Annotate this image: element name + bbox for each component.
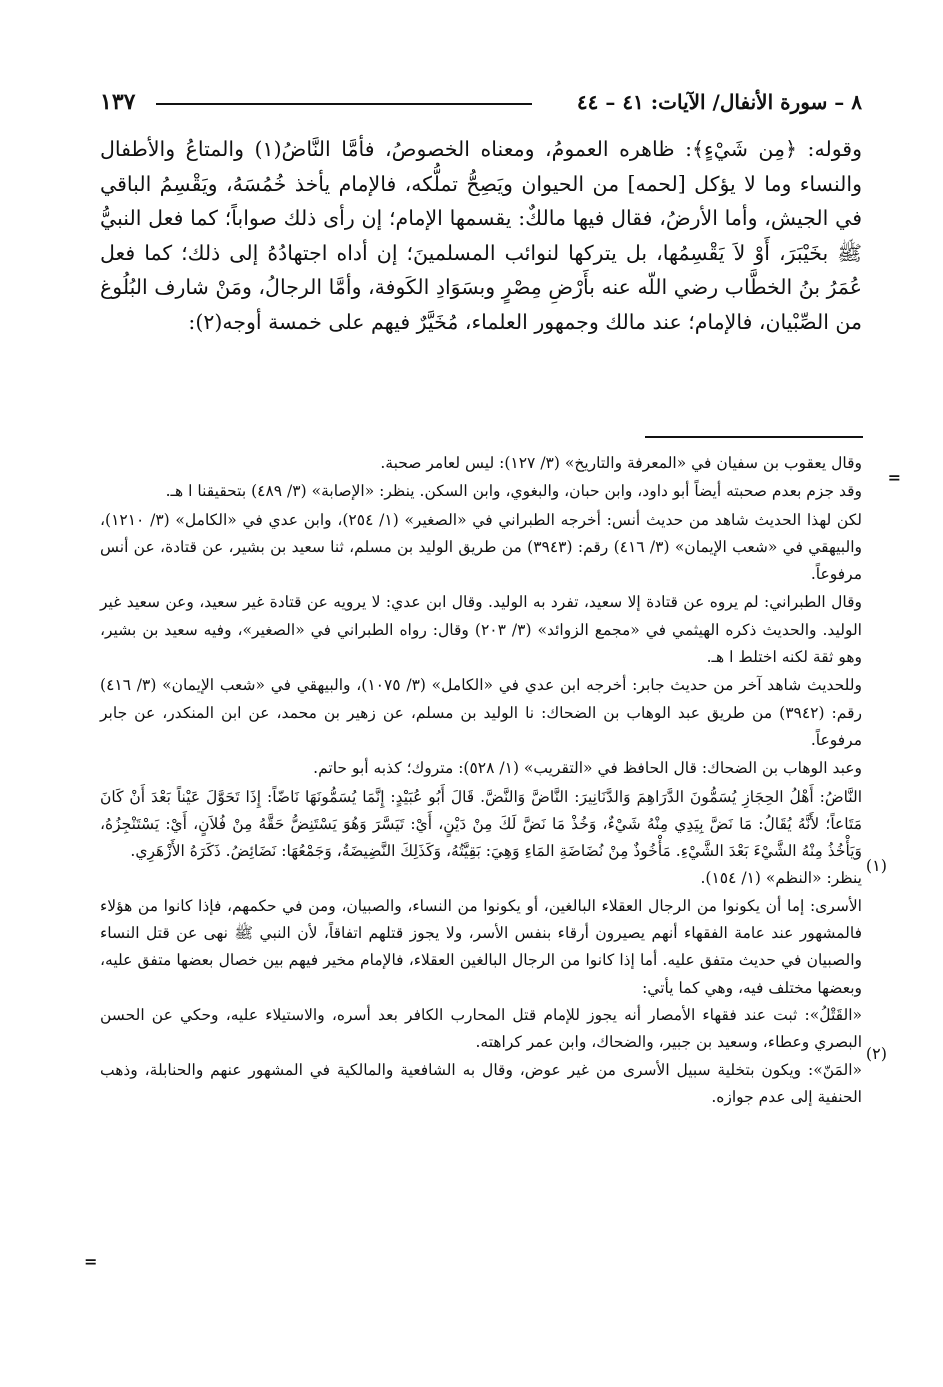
continuation-mark-top: = (887, 468, 901, 487)
footnote-paragraph: وقد جزم بعدم صحبته أيضاً أبو داود، وابن حبان، والبغوي، وابن السكن. ينظر: «الإصابة» (٣/ ٤٨٩) بتحقيقنا ا هـ. (165, 482, 862, 501)
footnotes (100, 450, 862, 1111)
footnote-continuation (100, 450, 862, 783)
continuation-mark-bottom: = (84, 1252, 98, 1271)
running-header (100, 82, 862, 122)
header-title: ٨ – سورة الأنفال/ الآيات: ٤١ – ٤٤ (576, 90, 862, 114)
footnote-paragraph: وللحديث شاهد آخر من حديث جابر: أخرجه ابن عدي في «الكامل» (٣/ ١٠٧٥)، والبيهقي في «شعب الإيمان» (٣/ ٤١٦) رقم: (٣٩٤٢) من طريق عبد الوهاب بن الضحاك: نا الوليد بن مسلم، عن زهير بن محمد، عن ابن المنكدر، عن جابر مرفوعاً. (100, 676, 863, 749)
footnote-paragraph: الأسرى: إما أن يكونوا من الرجال العقلاء البالغين، أو يكونوا من النساء، والصبيان، ومن في حكمهم، فإذا كانوا من هؤلاء فالمشهور عند عامة الفقهاء أنهم يصيرون أرقاء بنفس الأسر، ولا يجوز قتلهم اتفاقاً، لأن النبي ﷺ نهى عن قتل النساء والصبيان في حديث متفق عليه. أما إذا كانوا من الرجال البالغين العقلاء، فالإمام مخير فيهم بين خصال بعضها متفق عليه، وبعضها مختلف فيه، وهي كما يأتي: (100, 896, 862, 997)
footnote-1 (100, 784, 862, 893)
footnote-paragraph: النَّاضُ: أَهْلُ الحِجَازِ يُسَمُّونَ الدَّرَاهِمَ وَالدَّنَانِيرَ: النَّاضَّ وَالنَّضَّ. قَالَ أَبُو عُبَيْدٍ: إِنَّمَا يُسَمُّونَهَا نَاضّاً: إِذَا تَحَوَّلَ عَيْناً بَعْدَ أَنْ كَانَ مَتَاعاً؛ لأَنَّهُ يُقَالُ: مَا نَضَّ بِيَدِي مِنْهُ شَيْءٌ، وَخُذْ مَا نَضَّ لَكَ مِنْ دَيْنٍ، أَيْ: تَيَسَّرَ وَهُوَ يَسْتَنِضُّ حَقَّهُ مِنْ فُلاَنٍ، أَيْ: يَسْتَنْجِزُهُ، وَيَأْخُذُ مِنْهُ الشَّيْءَ بَعْدَ الشَّيْءِ. مَأْخُوذٌ مِنْ نُضَاضَةِ المَاءِ وَهِيَ: بَقِيَّتُهُ، وَكَذَلِكَ النَّضِيضَةُ، وَجَمْعُهَا: نَضَائِضُ. ذَكَرَهُ الأَزْهَرِي. (100, 787, 862, 861)
footnote-2 (100, 893, 862, 1111)
footnote-paragraph: وقال يعقوب بن سفيان في «المعرفة والتاريخ» (٣/ ١٢٧): ليس لعامر صحبة. (380, 454, 862, 472)
header-rule (156, 103, 532, 105)
footnote-paragraph: ينظر: «النظم» (١/ ١٥٤). (700, 869, 862, 888)
footnote-separator (645, 436, 863, 438)
footnote-2-number: (٢) (865, 1044, 887, 1063)
page-number: ١٣٧ (100, 89, 136, 115)
footnote-1-number: (١) (865, 856, 887, 875)
main-paragraph: وقوله: ﴿مِن شَيْءٍ﴾: ظاهره العمومُ، ومعناه الخصوصُ، فأمَّا النَّاضُ(١) والمتاعُ والأطفال والنساء وما لا يؤكل [لحمه] من الحيوان ويَصِحُّ تملُّكه، فالإمام يأخذ خُمُسَهُ، ويَقْسِمُ الباقي في الجيش، وأما الأرضُ، فقال فيها مالكٌ: يقسمها الإمام؛ إن رأى ذلك صواباً؛ كما فعل النبيُّ ﷺ بخَيْبَرَ، أَوْ لاَ يَقْسِمُها، بل يتركها لنوائب المسلمينَ؛ إن أداه اجتهادُهُ إلى ذلك؛ كما فعل عُمَرُ بنُ الخطَّاب رضي اللّه عنه بأَرْضِ مِصْرٍ وبسَوَادِ الكَوفة، وأمَّا الرجالُ، ومَنْ شارف البُلُوغ من الصِّبْيان، فالإمام؛ عند مالك وجمهور العلماء، مُخَيَّرٌ فيهم على خمسة أوجه(٢): (100, 137, 862, 334)
main-text (100, 132, 862, 339)
footnote-1-body (100, 784, 862, 893)
footnote-paragraph: وقال الطبراني: لم يروه عن قتادة إلا سعيد، تفرد به الوليد. وقال ابن عدي: لا يرويه عن قتادة غير سعيد، وعن سعيد غير الوليد. والحديث ذكره الهيثمي في «مجمع الزوائد» (٣/ ٢٠٣) وقال: رواه الطبراني في «الصغير»، وفيه سعيد بن بشير، وهو ثقة لكنه اختلط ا هـ. (100, 593, 862, 667)
footnote-paragraph: «المَنّ»: ويكون بتخلية سبيل الأسرى من غير عوض، وقال به الشافعية والمالكية في المشهور عنهم والحنابلة، وذهب الحنفية إلى عدم جوازه. (100, 1060, 862, 1106)
footnote-paragraph: «القَتْلُ»: ثبت عند فقهاء الأمصار أنه يجوز للإمام قتل المحارب الكافر بعد أسره، والاستيلاء عليه، وحكي عن الحسن البصري وعطاء، وسعيد بن جبير، والضحاك، وابن عمر كراهته. (100, 1005, 862, 1052)
footnote-2-body (100, 893, 862, 1111)
footnote-paragraph: وعبد الوهاب بن الضحاك: قال الحافظ في «التقريب» (١/ ٥٢٨): متروك؛ كذبه أبو حاتم. (313, 759, 862, 778)
footnote-paragraph: لكن لهذا الحديث شاهد من حديث أنس: أخرجه الطبراني في «الصغير» (١/ ٢٥٤)، وابن عدي في «الكامل» (٣/ ١٢١٠)، والبيهقي في «شعب الإيمان» (٣/ ٤١٦) رقم: (٣٩٤٣) من طريق الوليد بن مسلم، ثنا سعيد بن بشير، عن قتادة، عن أنس مرفوعاً. (100, 510, 863, 584)
